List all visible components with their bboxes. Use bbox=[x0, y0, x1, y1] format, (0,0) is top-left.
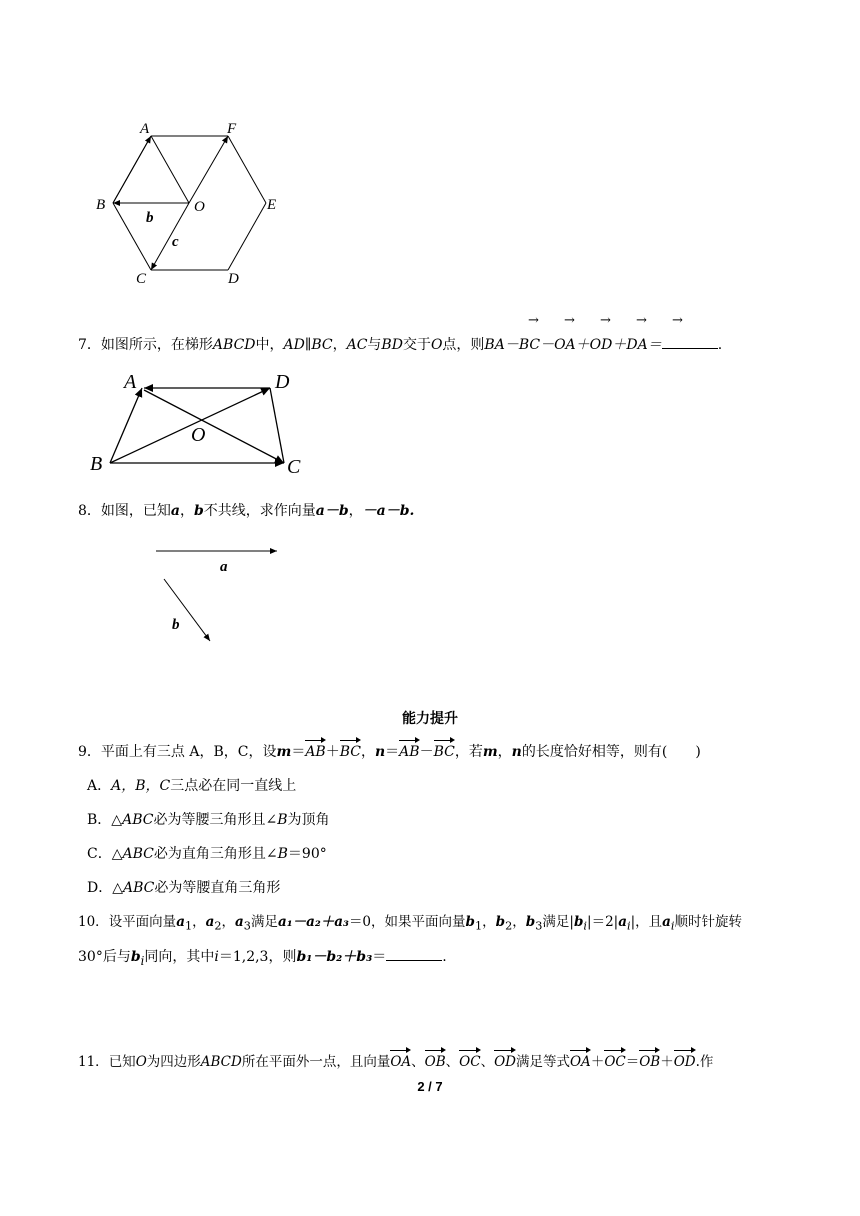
label-C: C bbox=[287, 456, 301, 478]
label-A: A bbox=[140, 121, 150, 137]
label-vector-b: b bbox=[146, 210, 154, 226]
label-B: B bbox=[90, 453, 103, 475]
option-c[interactable]: C．△ABC必为直角三角形且∠B＝90° bbox=[87, 846, 327, 862]
label-D: D bbox=[228, 271, 239, 287]
label-A: A bbox=[124, 371, 137, 393]
label-vector-a: a bbox=[220, 559, 228, 575]
option-b[interactable]: B．△ABC必为等腰三角形且∠B为顶角 bbox=[87, 812, 330, 828]
question-10: 10．设平面向量$a_1$，$a_2$，$a_3$满足a₁－a₂＋a₃＝0，如果平面向量$b_1$，$b_2$，$b_3$满足$|b_i|=2|a_i|$，且$a_i$顺时针旋转 bbox=[78, 914, 742, 933]
question-11: 11．已知O为四边形ABCD所在平面外一点，且向量OA、OB、OC、OD满足等式OA＋OC＝OB＋OD.作 bbox=[78, 1054, 714, 1070]
trapezoid-figure bbox=[88, 367, 318, 479]
question-9: 9．平面上有三点 A，B，C，设m＝AB＋BC，n＝AB－BC，若m，n的长度恰好相等，则有( ) bbox=[78, 744, 701, 760]
label-C: C bbox=[136, 271, 147, 287]
option-a[interactable]: A．A，B，C三点必在同一直线上 bbox=[87, 778, 297, 794]
q7-vector-arrows: → → → → → bbox=[528, 313, 683, 328]
label-D: D bbox=[275, 371, 290, 393]
section-title: 能力提升 bbox=[402, 711, 458, 727]
label-B: B bbox=[96, 197, 106, 213]
question-8: 8．如图，已知a，b不共线，求作向量a－b，－a－b. bbox=[78, 503, 415, 519]
label-vector-b: b bbox=[172, 617, 180, 633]
label-vector-c: c bbox=[172, 234, 179, 250]
answer-blank[interactable] bbox=[662, 334, 718, 349]
label-F: F bbox=[227, 121, 237, 137]
q7-expression: BA－BC－OA＋OD＋DA＝ bbox=[484, 337, 662, 353]
label-O: O bbox=[194, 199, 205, 215]
page-number: 2 / 7 bbox=[417, 1079, 443, 1094]
hexagon-figure bbox=[90, 115, 290, 295]
option-d[interactable]: D．△ABC必为等腰直角三角形 bbox=[87, 880, 281, 896]
question-7: 7．如图所示，在梯形ABCD中，AD∥BC，AC与BD交于O点，则BA－BC－OA＋OD＋DA＝ . bbox=[78, 334, 722, 355]
question-10-line-2: 30°后与$b_i$同向，其中i＝1,2,3，则b₁－b₂＋b₃＝ . bbox=[78, 946, 447, 971]
label-O: O bbox=[191, 424, 206, 446]
vectors-figure bbox=[150, 540, 290, 650]
label-E: E bbox=[267, 197, 277, 213]
answer-blank[interactable] bbox=[386, 946, 442, 961]
